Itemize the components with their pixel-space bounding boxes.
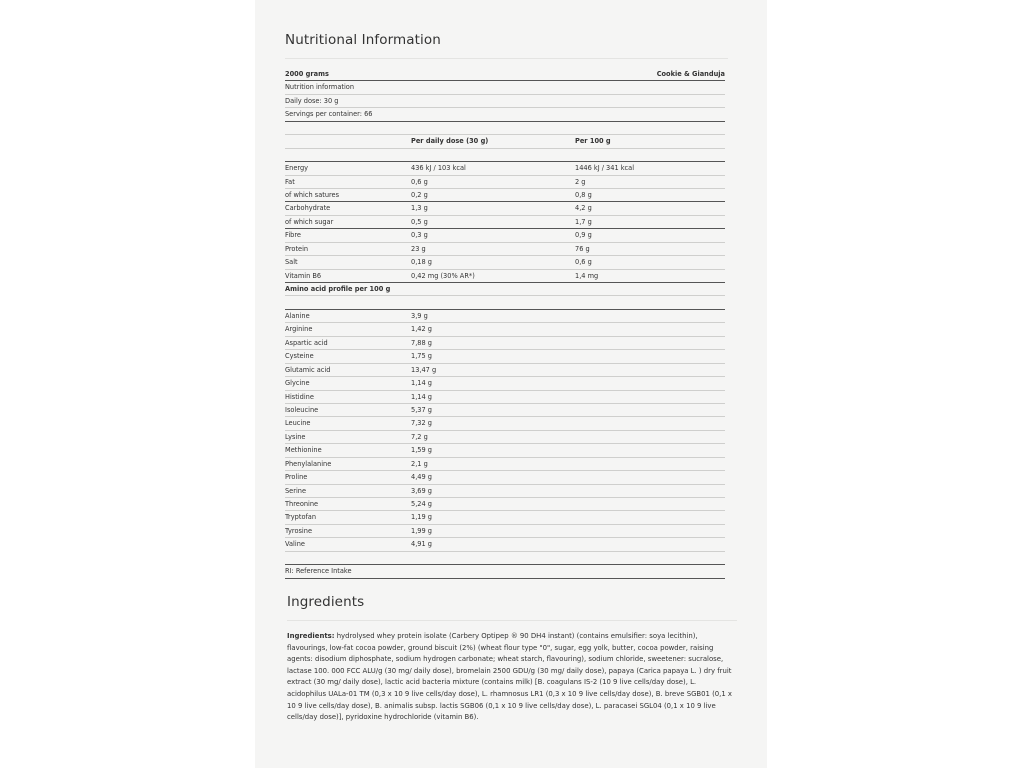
nutrient-per100: 0,6 g — [575, 258, 592, 267]
amino-name: Alanine — [285, 311, 310, 320]
amino-value: 1,99 g — [411, 526, 432, 535]
amino-value: 1,14 g — [411, 392, 432, 401]
amino-value: 4,91 g — [411, 540, 432, 549]
ingredients-text — [287, 631, 737, 724]
ingredients-title-divider — [287, 620, 737, 621]
footnote-row — [285, 565, 725, 578]
amino-name: Aspartic acid — [285, 338, 328, 347]
amino-name: Proline — [285, 473, 308, 482]
ingredients-label: Ingredients: — [287, 632, 335, 640]
amino-name: Cysteine — [285, 352, 314, 361]
table-row — [285, 471, 725, 484]
table-header-row — [285, 68, 725, 81]
nutrient-dose: 0,42 mg (30% AR*) — [411, 271, 475, 280]
table-row — [285, 458, 725, 471]
table-row — [285, 202, 725, 215]
amino-name: Phenylalanine — [285, 459, 332, 468]
nutrient-dose: 23 g — [411, 244, 426, 253]
per-100-header: Per 100 g — [575, 137, 611, 146]
table-row — [285, 498, 725, 511]
weight-label: 2000 grams — [285, 70, 329, 78]
table-row — [285, 391, 725, 404]
table-row — [285, 229, 725, 242]
amino-title: Amino acid profile per 100 g — [285, 285, 391, 293]
servings-label: Servings per container: 66 — [285, 110, 373, 119]
table-row — [285, 444, 725, 457]
amino-value: 7,88 g — [411, 338, 432, 347]
amino-value: 5,24 g — [411, 500, 432, 508]
nutrient-per100: 76 g — [575, 244, 590, 253]
nutrient-per100: 1,4 mg — [575, 271, 599, 280]
nutrient-dose: 1,3 g — [411, 204, 428, 213]
table-row — [285, 350, 725, 363]
table-row — [285, 310, 725, 323]
nutrient-per100: 4,2 g — [575, 204, 592, 213]
amino-value: 1,19 g — [411, 513, 432, 522]
footnote: RI: Reference Intake — [285, 567, 352, 576]
amino-value: 3,69 g — [411, 486, 432, 495]
amino-value: 3,9 g — [411, 311, 428, 320]
spacer-row — [285, 552, 725, 565]
amino-value: 7,32 g — [411, 419, 432, 428]
table-row — [285, 176, 725, 189]
nutrient-name: Carbohydrate — [285, 204, 331, 213]
table-row — [285, 189, 725, 202]
nutrient-dose: 0,3 g — [411, 231, 428, 240]
amino-name: Isoleucine — [285, 405, 319, 414]
amino-name: Serine — [285, 486, 307, 495]
amino-value: 7,2 g — [411, 432, 428, 441]
flavour-label: Cookie & Gianduja — [656, 70, 725, 78]
amino-header-row — [285, 283, 725, 296]
ingredients-title: Ingredients — [287, 594, 365, 610]
nutrient-name: Protein — [285, 244, 309, 253]
spacer-row — [285, 149, 725, 162]
nutrition-info-label: Nutrition information — [285, 83, 355, 92]
nutrient-name: Vitamin B6 — [285, 271, 322, 280]
table-row — [285, 108, 725, 121]
nutrient-name: Fibre — [285, 231, 301, 240]
amino-value: 1,59 g — [411, 446, 432, 455]
nutrient-name: of which satures — [285, 190, 340, 199]
amino-value: 1,42 g — [411, 325, 432, 334]
table-row — [285, 417, 725, 430]
amino-name: Leucine — [285, 419, 311, 428]
amino-name: Threonine — [285, 500, 319, 508]
table-row — [285, 511, 725, 524]
nutrient-per100: 0,9 g — [575, 231, 592, 240]
daily-dose-label: Daily dose: 30 g — [285, 96, 339, 105]
table-row — [285, 95, 725, 108]
table-row — [285, 216, 725, 229]
amino-name: Glutamic acid — [285, 365, 331, 374]
spacer-row — [285, 296, 725, 309]
amino-value: 13,47 g — [411, 365, 437, 374]
table-row — [285, 525, 725, 538]
amino-value: 1,75 g — [411, 352, 432, 361]
table-row — [285, 162, 725, 175]
nutrient-dose: 0,5 g — [411, 217, 428, 226]
column-header-row — [285, 135, 725, 148]
nutrition-table — [285, 68, 725, 579]
spacer-row — [285, 122, 725, 135]
amino-name: Valine — [285, 540, 305, 549]
nutrient-per100: 1,7 g — [575, 217, 592, 226]
nutrient-name: Salt — [285, 258, 298, 267]
table-row — [285, 243, 725, 256]
table-row — [285, 538, 725, 551]
amino-name: Tyrosine — [285, 526, 313, 535]
nutrient-dose: 436 kJ / 103 kcal — [411, 164, 466, 173]
amino-name: Glycine — [285, 379, 310, 388]
nutrient-per100: 2 g — [575, 177, 586, 186]
per-dose-header: Per daily dose (30 g) — [411, 137, 489, 146]
table-row — [285, 256, 725, 269]
amino-value: 4,49 g — [411, 473, 432, 482]
amino-name: Methionine — [285, 446, 322, 455]
table-row — [285, 270, 725, 283]
amino-value: 2,1 g — [411, 459, 428, 468]
nutrient-dose: 0,2 g — [411, 190, 428, 199]
amino-name: Lysine — [285, 432, 306, 441]
table-row — [285, 323, 725, 336]
nutrient-dose: 0,6 g — [411, 177, 428, 186]
amino-value: 1,14 g — [411, 379, 432, 388]
nutrient-name: Energy — [285, 164, 309, 173]
nutrient-name: Fat — [285, 177, 295, 186]
amino-name: Tryptofan — [285, 513, 317, 522]
table-row — [285, 485, 725, 498]
table-row — [285, 431, 725, 444]
nutrient-dose: 0,18 g — [411, 258, 432, 267]
nutrient-per100: 0,8 g — [575, 190, 592, 199]
amino-value: 5,37 g — [411, 405, 432, 414]
nutrition-title-divider — [285, 58, 728, 59]
table-row — [285, 377, 725, 390]
amino-name: Arginine — [285, 325, 313, 334]
nutrition-title: Nutritional Information — [285, 32, 441, 48]
table-row — [285, 81, 725, 94]
amino-name: Histidine — [285, 392, 314, 401]
ingredients-body: hydrolysed whey protein isolate (Carbery Optipep ® 90 DH4 instant) (contains emulsifier: soya lecithin), flavourings, low-fat cocoa powder, ground biscuit (2%) (wheat flour type "0", sugar, egg yolk, butter, cocoa powder, raising agents: disodium diphosphate, sodium hydrogen carbonate; wheat starch, flavouring), sodium chloride, sweetener: sucralose, lactase 100. 000 FCC ALU/g (30 mg/ daily dose), bromelain 2500 GDU/g (30 mg/ daily dose), papaya (Carica papaya L. ) dry fruit extract (30 mg/ daily dose), lactic acid bacteria mixture (contains milk) [B. coagulans IS-2 (10 9 live cells/day dose), L. acidophilus UALa-01 TM (0,3 x 10 9 live cells/day dose), L. rhamnosus LR1 (0,3 x 10 9 live cells/day dose), B. breve SGB01 (0,1 x 10 9 live cells/day dose), B. animalis subsp. lactis SGB06 (0,1 x 10 9 live cells/day dose), L. paracasei SGL04 (0,1 x 10 9 live cells/day dose)], pyridoxine hydrochloride (vitamin B6). — [287, 632, 733, 722]
table-row — [285, 337, 725, 350]
table-row — [285, 404, 725, 417]
nutrient-per100: 1446 kJ / 341 kcal — [575, 164, 635, 173]
table-row — [285, 364, 725, 377]
nutrient-name: of which sugar — [285, 217, 334, 226]
